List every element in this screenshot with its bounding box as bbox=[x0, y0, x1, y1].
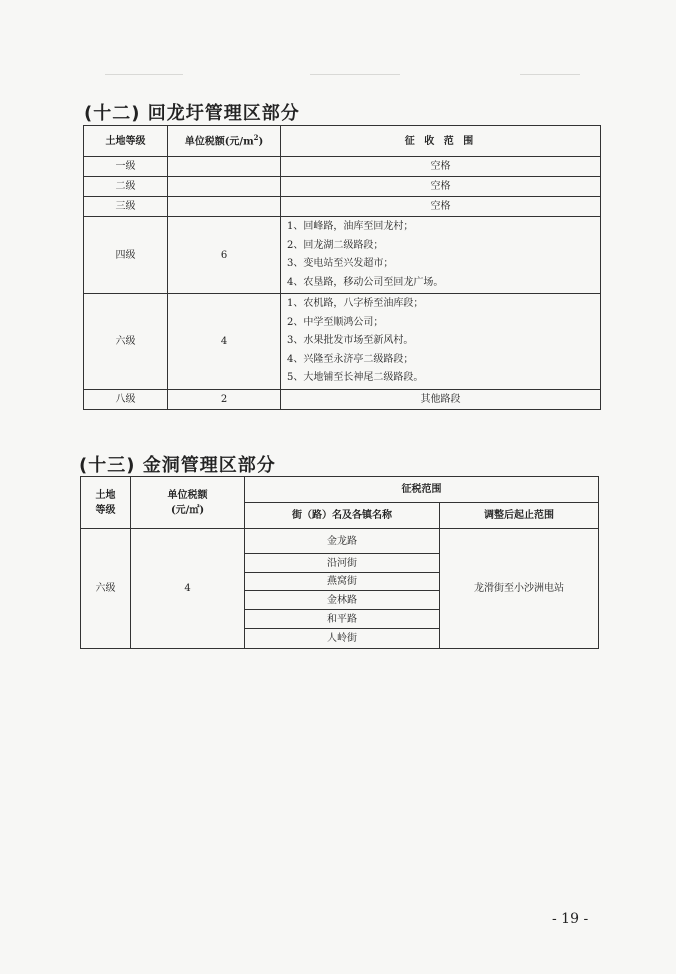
scope-line: 1、回峰路，油库至回龙村； bbox=[287, 221, 414, 232]
street-cell: 燕窝街 bbox=[245, 573, 440, 591]
table-row bbox=[84, 294, 601, 390]
header-adjusted-range: 调整后起止范围 bbox=[440, 503, 599, 529]
page-number: - 19 - bbox=[552, 911, 589, 927]
section-13-heading: (十三) 金洞管理区部分 bbox=[79, 455, 276, 476]
section-12-table bbox=[83, 125, 601, 410]
scope-line: 1、农机路，八字桥至油库段； bbox=[287, 298, 424, 310]
grade-cell: 三级 bbox=[84, 197, 168, 217]
scan-mark bbox=[105, 74, 183, 75]
scope-cell: 其他路段 bbox=[281, 390, 601, 410]
scan-mark bbox=[310, 74, 400, 75]
header-land-grade: 土地 等级 bbox=[81, 477, 131, 529]
header-land-grade: 土地等级 bbox=[84, 126, 168, 157]
grade-cell: 八级 bbox=[84, 390, 168, 410]
section-12-heading: (十二) 回龙圩管理区部分 bbox=[84, 103, 300, 124]
scope-cell: 空格 bbox=[281, 177, 601, 197]
tax-cell bbox=[168, 157, 281, 177]
grade-cell: 一级 bbox=[84, 157, 168, 177]
range-cell: 龙滑街至小沙洲电站 bbox=[440, 529, 599, 649]
street-cell: 人岭街 bbox=[245, 629, 440, 649]
street-cell: 沿河街 bbox=[245, 554, 440, 573]
street-cell: 和平路 bbox=[245, 610, 440, 629]
grade-cell: 六级 bbox=[84, 294, 168, 390]
scope-line: 2、回龙湖二级路段； bbox=[287, 239, 384, 251]
scope-cell bbox=[281, 217, 601, 294]
street-cell: 金龙路 bbox=[245, 529, 440, 554]
table-header-row bbox=[81, 477, 599, 503]
grade-cell: 二级 bbox=[84, 177, 168, 197]
scope-line: 3、变电站至兴发超市； bbox=[287, 258, 394, 269]
tax-cell bbox=[168, 177, 281, 197]
scope-cell: 空格 bbox=[281, 197, 601, 217]
header-street-names: 街（路）名及各镇名称 bbox=[245, 503, 440, 529]
table-row bbox=[84, 390, 601, 410]
table-header-row bbox=[84, 126, 601, 157]
table-row bbox=[84, 157, 601, 177]
street-cell: 金林路 bbox=[245, 591, 440, 610]
table-row bbox=[84, 217, 601, 294]
scope-line: 5、大地铺至长神尾二级路段。 bbox=[287, 372, 424, 384]
tax-cell: 6 bbox=[168, 217, 281, 294]
scope-cell bbox=[281, 294, 601, 390]
table-row bbox=[84, 177, 601, 197]
scope-line: 4、农垦路，移动公司至回龙广场。 bbox=[287, 276, 444, 288]
scan-mark bbox=[520, 74, 580, 75]
header-scope: 征 收 范 围 bbox=[281, 126, 601, 157]
scope-line: 2、中学至顺鸿公司； bbox=[287, 316, 384, 328]
tax-cell: 2 bbox=[168, 390, 281, 410]
tax-cell bbox=[168, 197, 281, 217]
header-unit-tax: 单位税额 (元/㎡) bbox=[131, 477, 245, 529]
scope-line: 4、兴隆至永济亭二级路段； bbox=[287, 353, 414, 365]
tax-cell: 4 bbox=[168, 294, 281, 390]
header-tax-scope: 征税范围 bbox=[245, 477, 599, 503]
grade-cell: 四级 bbox=[84, 217, 168, 294]
table-row bbox=[81, 529, 599, 554]
table-row bbox=[84, 197, 601, 217]
scope-cell: 空格 bbox=[281, 157, 601, 177]
grade-cell: 六级 bbox=[81, 529, 131, 649]
scope-line: 3、水果批发市场至新风村。 bbox=[287, 335, 414, 347]
section-13-table bbox=[80, 476, 599, 649]
header-unit-tax: 单位税额(元$/m^2$) bbox=[168, 126, 281, 157]
tax-cell: 4 bbox=[131, 529, 245, 649]
